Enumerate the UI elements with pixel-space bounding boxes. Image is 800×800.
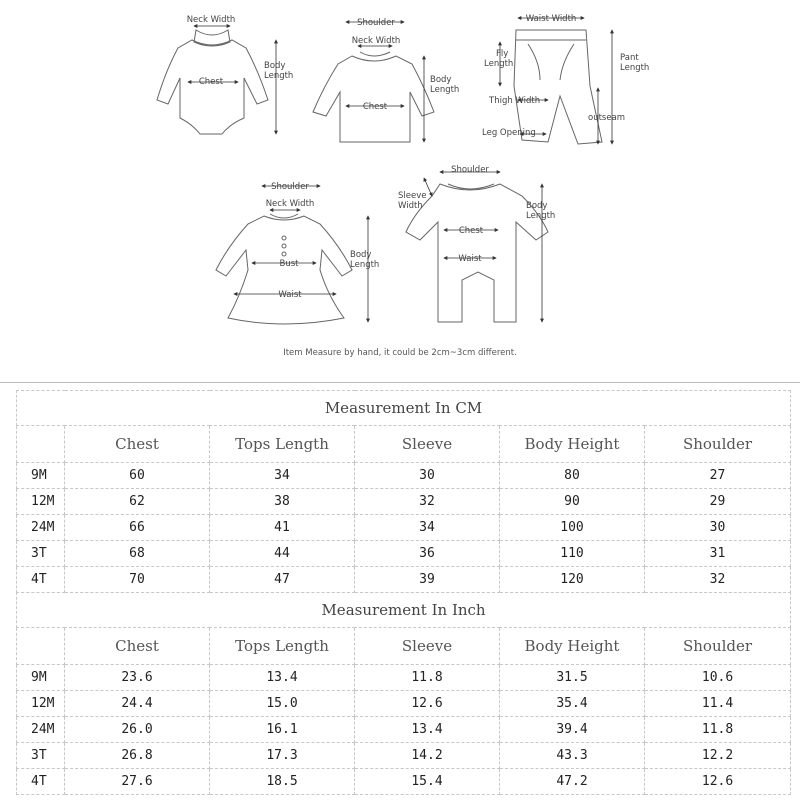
table-row xyxy=(17,691,791,717)
table-cell: 44 xyxy=(210,541,355,567)
table-cell: 31 xyxy=(645,541,791,567)
dress-body-length-label-2: Length xyxy=(350,260,380,270)
bodysuit-body-length-label-2: Length xyxy=(264,71,294,81)
column-header: Chest xyxy=(65,628,210,665)
top-body-length-label-1: Body xyxy=(430,75,452,85)
column-header xyxy=(17,426,65,463)
table-cell: 68 xyxy=(65,541,210,567)
bodysuit-body-length-label-1: Body xyxy=(264,61,286,71)
table-cell: 23.6 xyxy=(65,665,210,691)
table-cell: 11.8 xyxy=(645,717,791,743)
table-cell: 100 xyxy=(500,515,645,541)
column-header: Shoulder xyxy=(645,426,791,463)
size-label: 9M xyxy=(17,463,65,489)
table-cell: 24.4 xyxy=(65,691,210,717)
table-cell: 13.4 xyxy=(355,717,500,743)
measurement-diagram xyxy=(0,0,800,380)
table-row xyxy=(17,769,791,795)
size-label: 24M xyxy=(17,717,65,743)
top-shoulder-label: Shoulder xyxy=(357,18,395,28)
pants-pant-length-label-2: Length xyxy=(620,63,650,73)
size-label: 4T xyxy=(17,769,65,795)
table-cell: 27 xyxy=(645,463,791,489)
pants-fly-label-1: Fly xyxy=(496,49,509,59)
pants-fly-label-2: Length xyxy=(484,59,514,69)
table-title: Measurement In Inch xyxy=(17,593,791,628)
garment-sketches xyxy=(0,0,800,380)
bodysuit-neck-width-label: Neck Width xyxy=(186,15,236,25)
table-cell: 110 xyxy=(500,541,645,567)
dress-sketch xyxy=(216,214,352,324)
table-cell: 14.2 xyxy=(355,743,500,769)
pants-thigh-width-label: Thigh Width xyxy=(489,96,541,106)
column-header xyxy=(17,628,65,665)
column-header: Body Height xyxy=(500,426,645,463)
column-header: Sleeve xyxy=(355,426,500,463)
table-cell: 16.1 xyxy=(210,717,355,743)
table-cell: 60 xyxy=(65,463,210,489)
table-cell: 15.0 xyxy=(210,691,355,717)
table-cell: 47 xyxy=(210,567,355,593)
table-row xyxy=(17,489,791,515)
table-cell: 120 xyxy=(500,567,645,593)
pants-leg-opening-label: Leg Opening xyxy=(482,128,536,138)
column-header: Sleeve xyxy=(355,628,500,665)
table-cell: 30 xyxy=(645,515,791,541)
section-divider xyxy=(0,382,800,383)
pants-pant-length-label-1: Pant xyxy=(620,53,639,63)
table-cell: 62 xyxy=(65,489,210,515)
romper-sleeve-label-2: Width xyxy=(398,201,423,211)
table-row xyxy=(17,743,791,769)
top-sketch xyxy=(313,52,434,142)
size-label: 12M xyxy=(17,489,65,515)
table-cell: 15.4 xyxy=(355,769,500,795)
dress-waist-label: Waist xyxy=(278,290,302,300)
table-cell: 30 xyxy=(355,463,500,489)
top-neck-width-label: Neck Width xyxy=(351,36,401,46)
romper-shoulder-label: Shoulder xyxy=(451,165,489,175)
column-header: Body Height xyxy=(500,628,645,665)
top-body-length-label-2: Length xyxy=(430,85,460,95)
size-label: 12M xyxy=(17,691,65,717)
table-cell: 35.4 xyxy=(500,691,645,717)
table-cell: 34 xyxy=(210,463,355,489)
table-row xyxy=(17,665,791,691)
table-cell: 36 xyxy=(355,541,500,567)
table-cell: 66 xyxy=(65,515,210,541)
size-label: 24M xyxy=(17,515,65,541)
table-cell: 11.8 xyxy=(355,665,500,691)
table-cell: 32 xyxy=(645,567,791,593)
table-cell: 70 xyxy=(65,567,210,593)
pants-outseam-label: outseam xyxy=(588,113,626,123)
pants-waist-width-label: Waist Width xyxy=(525,14,577,24)
romper-body-length-label-2: Length xyxy=(526,211,556,221)
pants-sketch xyxy=(514,30,602,144)
table-cell: 10.6 xyxy=(645,665,791,691)
table-cell: 41 xyxy=(210,515,355,541)
dress-bust-label: Bust xyxy=(279,259,299,269)
table-cell: 43.3 xyxy=(500,743,645,769)
table-cell: 39 xyxy=(355,567,500,593)
size-table-inch xyxy=(16,592,791,795)
table-cell: 80 xyxy=(500,463,645,489)
measure-note: Item Measure by hand, it could be 2cm~3cm different. xyxy=(283,348,517,358)
size-label: 4T xyxy=(17,567,65,593)
table-row xyxy=(17,515,791,541)
table-cell: 13.4 xyxy=(210,665,355,691)
bodysuit-chest-label: Chest xyxy=(198,77,224,87)
table-cell: 18.5 xyxy=(210,769,355,795)
romper-sleeve-label-1: Sleeve xyxy=(398,191,427,201)
table-cell: 47.2 xyxy=(500,769,645,795)
table-title: Measurement In CM xyxy=(17,391,791,426)
table-cell: 12.6 xyxy=(355,691,500,717)
table-row xyxy=(17,717,791,743)
table-cell: 11.4 xyxy=(645,691,791,717)
table-cell: 17.3 xyxy=(210,743,355,769)
size-table-cm xyxy=(16,390,791,593)
romper-chest-label: Chest xyxy=(458,226,484,236)
romper-body-length-label-1: Body xyxy=(526,201,548,211)
top-chest-label: Chest xyxy=(362,102,388,112)
table-cell: 12.2 xyxy=(645,743,791,769)
table-row xyxy=(17,567,791,593)
table-cell: 39.4 xyxy=(500,717,645,743)
table-cell: 27.6 xyxy=(65,769,210,795)
column-header: Tops Length xyxy=(210,628,355,665)
dress-shoulder-label: Shoulder xyxy=(271,182,309,192)
table-cell: 26.8 xyxy=(65,743,210,769)
table-cell: 26.0 xyxy=(65,717,210,743)
table-cell: 38 xyxy=(210,489,355,515)
table-cell: 31.5 xyxy=(500,665,645,691)
table-cell: 90 xyxy=(500,489,645,515)
table-row xyxy=(17,541,791,567)
size-label: 3T xyxy=(17,743,65,769)
table-cell: 29 xyxy=(645,489,791,515)
romper-waist-label: Waist xyxy=(458,254,482,264)
dress-neck-width-label: Neck Width xyxy=(265,199,315,209)
table-cell: 32 xyxy=(355,489,500,515)
column-header: Chest xyxy=(65,426,210,463)
table-cell: 34 xyxy=(355,515,500,541)
size-label: 9M xyxy=(17,665,65,691)
table-row xyxy=(17,463,791,489)
size-label: 3T xyxy=(17,541,65,567)
column-header: Shoulder xyxy=(645,628,791,665)
table-cell: 12.6 xyxy=(645,769,791,795)
column-header: Tops Length xyxy=(210,426,355,463)
dress-body-length-label-1: Body xyxy=(350,250,372,260)
